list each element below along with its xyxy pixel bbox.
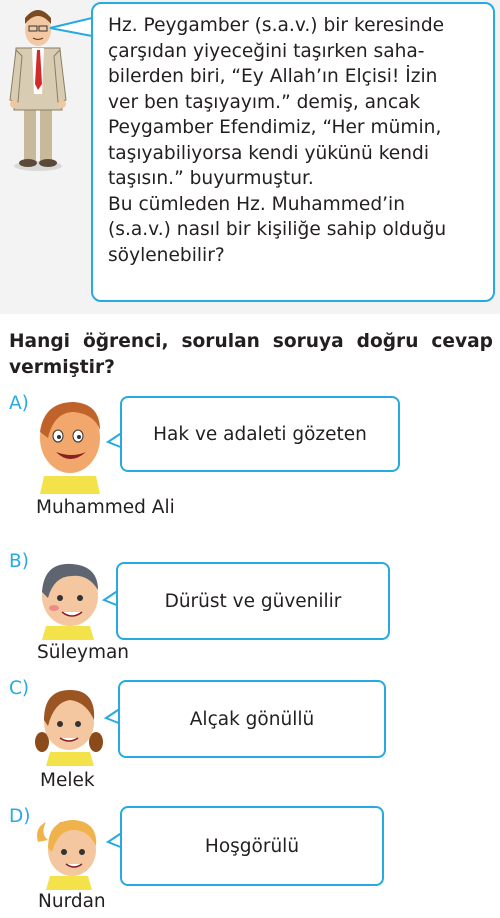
- answer-text: Alçak gönüllü: [189, 708, 315, 730]
- answer-bubble: [116, 562, 390, 640]
- answer-bubble: [120, 806, 384, 886]
- question-text: Hangi öğrenci, sorulan soruya doğru cevap vermiştir?: [9, 331, 493, 378]
- girl-nurdan-illustration: [32, 812, 106, 890]
- story-line: (s.a.v.) nasıl bir kişiliğe sahip olduğu: [108, 219, 447, 240]
- option-letter: A): [9, 393, 29, 414]
- speech-bubble-tail: [48, 14, 94, 44]
- student-name: Nurdan: [38, 891, 106, 912]
- answer-bubble: [118, 680, 386, 758]
- story-line: bilerden biri, “Ey Allah’ın Elçisi! İzin: [108, 66, 438, 87]
- student-name: Muhammed Ali: [36, 497, 175, 518]
- option-letter: B): [9, 551, 29, 572]
- answer-text: Dürüst ve güvenilir: [164, 590, 342, 612]
- story-line: taşısın.” buyurmuştur.: [108, 168, 314, 189]
- story-text: [108, 13, 485, 268]
- boy-muhammed-ali-illustration: [34, 398, 106, 494]
- story-line: Bu cümleden Hz. Muhammed’in: [108, 193, 406, 215]
- option-letter: D): [9, 806, 31, 827]
- student-name: Melek: [40, 770, 95, 791]
- girl-melek-illustration: [34, 682, 104, 766]
- story-line: ver ben taşıyayım.” demiş, ancak: [108, 91, 421, 113]
- story-line: Peygamber Efendimiz, “Her mümin,: [108, 117, 442, 138]
- option-letter: C): [9, 678, 30, 699]
- story-panel: [0, 0, 500, 314]
- answer-bubble: [120, 396, 400, 472]
- story-line: çarşıdan yiyeceğini taşırken saha-: [108, 40, 425, 62]
- story-speech-bubble: [91, 2, 495, 302]
- answer-text: Hoşgörülü: [204, 835, 300, 857]
- story-line: söylenebilir?: [108, 244, 225, 266]
- answer-text: Hak ve adaleti gözeten: [153, 423, 367, 445]
- story-line: Hz. Peygamber (s.a.v.) bir keresinde: [108, 15, 445, 36]
- story-line: taşıyabiliyorsa kendi yükünü kendi: [108, 142, 430, 164]
- boy-suleyman-illustration: [32, 556, 104, 640]
- student-name: Süleyman: [37, 642, 130, 663]
